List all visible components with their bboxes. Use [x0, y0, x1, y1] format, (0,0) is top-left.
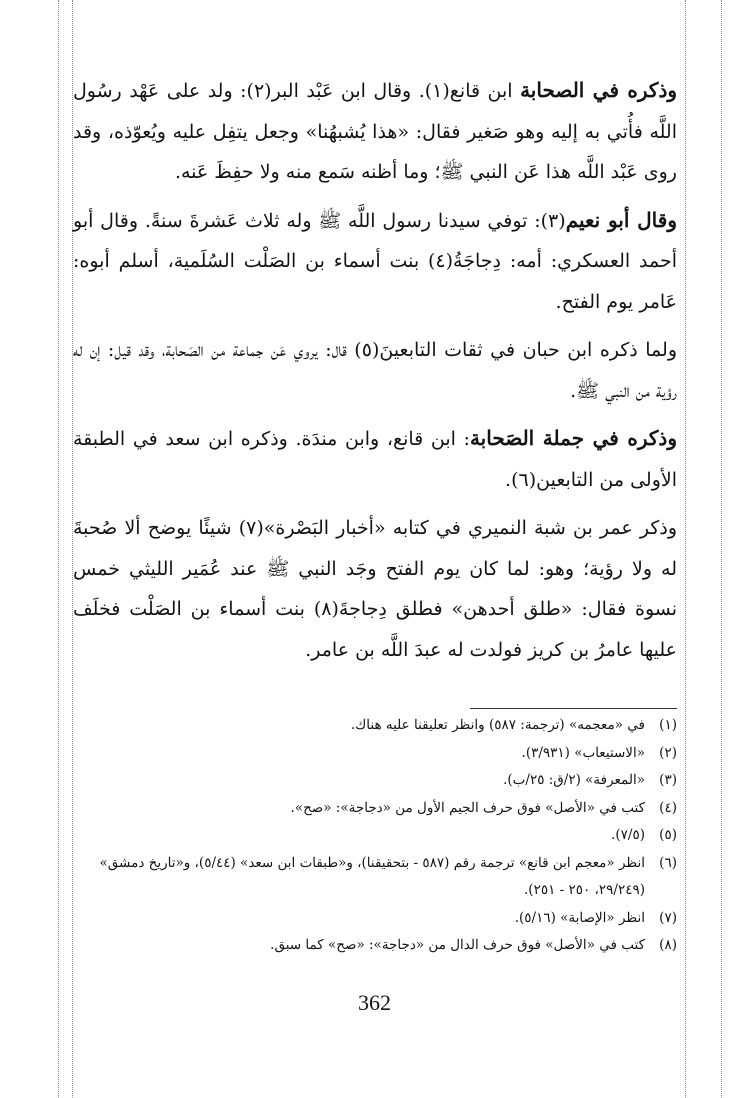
footnote: [73, 795, 677, 823]
footnote: [73, 905, 677, 933]
footnote: [73, 767, 677, 795]
footnote-text: انظر «معجم ابن قانع» ترجمة رقم (٥٨٧ - بتحقيقنا)، و«طبقات ابن سعد» (٥/٤٤)، و«تاريخ دمشق» (٢٩/٢٤٩، ٢٥٠ - ٢٥١).: [99, 854, 645, 898]
footnote-text: كتب في «الأصل» فوق حرف الجيم الأول من «دجاجة»: «صح».: [290, 799, 645, 816]
footnote: [73, 712, 677, 740]
paragraph-body: ولما ذكره ابن حبان في ثقات التابعينَ(٥) قال: يروي عَن جماعة من الصَحابة، وقد قيل: إن له رؤية من النبي ﷺ.: [73, 339, 677, 402]
paragraph-lead: وذكره في الصحابة: [520, 78, 678, 102]
footnote-number: (٢): [659, 744, 677, 761]
paragraph-body: ابن قانع(١). وقال ابن عَبْد البر(٢): ولد على عَهْد رسُول اللَّه فأُتي به إليه وهو صَغير فقال: «هذا يُشبهُنا» وجعل يتفِل عليه ويُعوّذه، وقد روى عَبْد اللَّه هذا عَن النبي ﷺ؛ وما أظنه سَمع منه ولا حفِظَ عَنه.: [73, 80, 677, 183]
paragraph-lead: وذكره في جملة الصَحابة: [469, 426, 677, 450]
footnote-separator: [470, 708, 677, 709]
paragraph: [73, 200, 677, 323]
paragraph-lead: وقال أبو نعيم: [565, 207, 677, 232]
footnote: [73, 850, 677, 905]
footnotes: [73, 712, 677, 960]
paragraph: [73, 418, 677, 500]
footnote: [73, 822, 677, 850]
footnote-number: (٥): [659, 827, 677, 843]
footnote: [73, 932, 677, 960]
paragraph: [73, 329, 677, 411]
footnote-number: (٤): [659, 799, 677, 816]
footnote-number: (١): [659, 717, 677, 733]
margin-guide-left-outer: [58, 0, 59, 1098]
footnote-number: (٦): [659, 854, 677, 871]
margin-guide-right-outer: [721, 0, 722, 1098]
footnote-text: في «معجمه» (ترجمة: ٥٨٧) وانظر تعليقنا عليه هناك.: [350, 717, 645, 733]
footnote-text: (٧/٥).: [611, 827, 645, 843]
footnote-text: انظر «الإصابة» (٥/١٦).: [514, 909, 645, 926]
footnote-number: (٨): [659, 937, 677, 953]
footnote-number: (٣): [659, 772, 677, 788]
footnote-text: «المعرفة» (٢/ق: ٢٥/ب).: [503, 772, 645, 788]
paragraph: [73, 507, 677, 670]
footnote: [73, 740, 677, 768]
page-number: 362: [358, 990, 391, 1015]
margin-guide-right-inner: [685, 0, 686, 1098]
footnote-text: «الاستيعاب» (٣/٩٣١).: [521, 744, 645, 761]
paragraph-body: وذكر عمر بن شبة النميري في كتابه «أخبار البَصْرة»(٧) شيئًا يوضح ألا صُحبةَ له ولا رؤية؛ وهو: لما كان يوم الفتح وجَد النبي ﷺ عند عُمَير الليثي خمس نسوة فقال: «طلق أحدهن» فطلق دِجاجةَ(٨) بنت أسماء بن الصَلْت فخلَف عليها عامرُ بن كريز فولدت له عبدَ اللَّه بن عامر.: [73, 517, 677, 661]
paragraph-body: : ابن قانع، وابن مندَة. وذكره ابن سعد في الطبقة الأولى من التابعين(٦).: [73, 428, 677, 491]
paragraph: [73, 70, 677, 193]
paragraph-body: (٣): توفي سيدنا رسول اللَّه ﷺ وله ثلاث عَشرةَ سنةً. وقال أبو أحمد العسكري: أمه: دِجاجَةُ(٤) بنت أسماء بن الصَلْت السُلَمية، أسلم أبوه: عَامر يوم الفتح.: [73, 209, 677, 313]
footnote-number: (٧): [659, 909, 677, 926]
footnote-text: كتب في «الأصل» فوق حرف الدال من «دجاجة»: «صح» كما سبق.: [270, 937, 645, 953]
main-text: [73, 70, 677, 677]
